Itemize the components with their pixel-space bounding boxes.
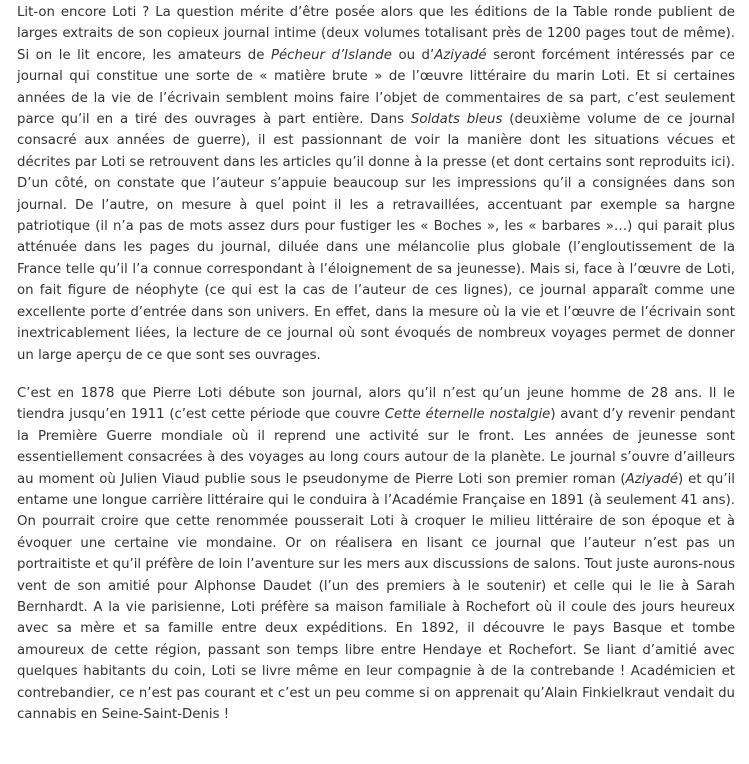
book-title: Pécheur d’Islande bbox=[270, 47, 392, 63]
book-title: Aziyadé bbox=[625, 471, 679, 487]
text-run: Lit-on encore Loti ? La question mérite d’être posée alors que les éditions de la Table ronde publient de larges extraits de son copieux journal intime (deux volumes totalisant près de 1200 pages tout de même). Si on le lit encore, les amateurs de bbox=[17, 5, 735, 63]
article-paragraph bbox=[17, 2, 735, 366]
article-paragraph bbox=[17, 383, 735, 726]
text-run: seront forcément intéressés par ce journal qui constitue une sorte de « matière brute » de l’œuvre littéraire du marin Loti. Et si certaines années de la vie de l’écrivain semblent moins faire l’objet de commentaires de sa part, c’est seulement parce qu’il en a tiré des ouvrages à part entière. Dans bbox=[17, 47, 735, 128]
text-run: C’est en 1878 que Pierre Loti débute son journal, alors qu’il n’est qu’un jeune homme de 28 ans. Il le tiendra jusqu’en 1911 (c’est cette période que couvre bbox=[17, 385, 735, 423]
text-run: ) et qu’il entame une longue carrière littéraire qui le conduira à l’Académie Française en 1891 (à seulement 41 ans). On pourrait croire que cette renommée pousserait Loti à croquer le milieu littéraire de son époque et à évoquer une certaine vie mondaine. Or on réalisera en lisant ce journal que l’auteur n’est pas un portraitiste et qu’il préfère de loin l’aventure sur les mers aux discussions de salons. Tout juste aurons-nous vent de son amitié pour Alphonse Daudet (l’un des premiers à le soutenir) et celle qui le lie à Sarah Bernhardt. A la vie parisienne, Loti préfère sa maison familiale à Rochefort où il coule des jours heureux avec sa mère et sa famille entre deux expéditions. En 1892, il découvre le pays Basque et tombe amoureux de cette région, passant son temps libre entre Hendaye et Rochefort. Se liant d’amitié avec quelques habitants du coin, Loti se livre même en leur compagnie à de la contrebande ! Académicien et contrebandier, ce n’est pas courant et c’est un peu comme si on apprenait qu’Alain Finkielkraut vendait du cannabis en Seine-Saint-Denis ! bbox=[17, 471, 736, 722]
text-run: ) avant d’y revenir pendant la Première Guerre mondiale où il reprend une activité sur le front. Les années de jeunesse sont essentiellement consacrées à des voyages au long cours autour de la planète. Le journal s’ouvre d’ailleurs au moment où Julien Viaud publie sous le pseudonyme de Pierre Loti son premier roman ( bbox=[17, 407, 735, 487]
text-run: ou d’ bbox=[391, 47, 435, 63]
book-title: Aziyadé bbox=[434, 47, 487, 63]
text-run: (deuxième volume de ce journal consacré aux années de guerre), il est passionnant de voir la manière dont les situations vécues et décrites par Loti se retrouvent dans les articles qu’il donne à la presse (et dont certains sont reproduits ici). D’un côté, on constate que l’auteur s’appuie beaucoup sur les impressions qu’il a consignées dans son journal. De l’autre, on mesure à quel point il les a retravaillées, accentuant par exemple sa hargne patriotique (il n’a pas de mots assez durs pour fustiger les « Boches », les « barbares »…) qui parait plus atténuée dans les pages du journal, diluée dans une mélancolie plus globale (l’engloutissement de la France telle qu’il l’a connue correspondant à l’éloignement de sa jeunesse). Mais si, face à l’œuvre de Loti, on fait figure de néophyte (ce qui est la cas de l’auteur de ces lignes), ce journal apparaît comme une excellente porte d’entrée dans son univers. En effet, dans la mesure où la vie et l’œuvre de l’écrivain sont inextricablement liées, la lecture de ce journal où sont évoqués de nombreux voyages permet de donner un large aperçu de ce que sont ses ouvrages. bbox=[17, 112, 735, 363]
book-title: Cette éternelle nostalgie bbox=[384, 407, 551, 423]
book-title: Soldats bleus bbox=[410, 112, 503, 128]
